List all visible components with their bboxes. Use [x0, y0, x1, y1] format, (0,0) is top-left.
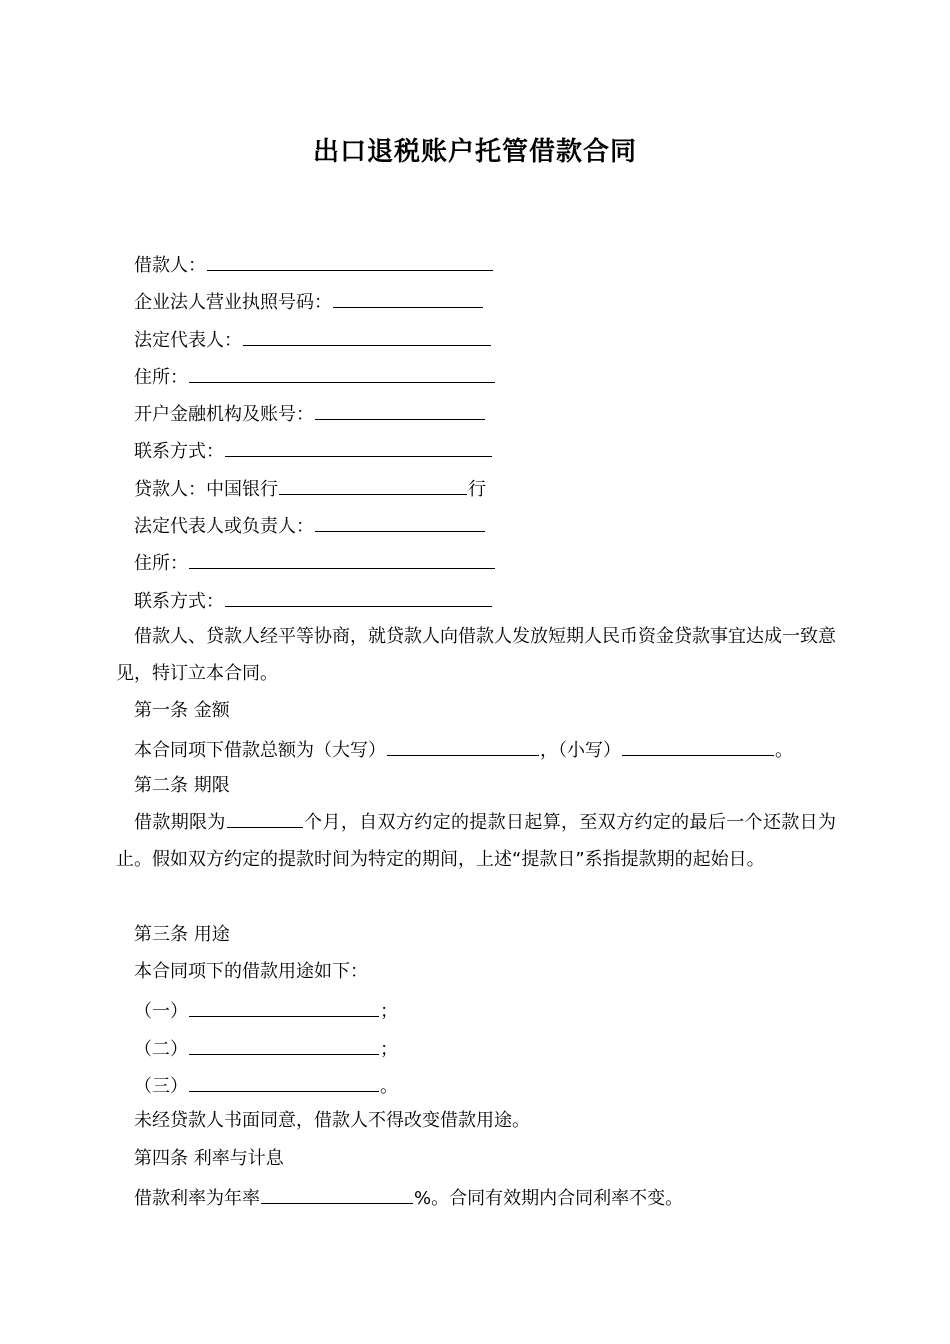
lender-address-line — [134, 548, 496, 574]
amount-end: 。 — [775, 740, 793, 761]
address-blank[interactable] — [189, 362, 495, 383]
rate-text: %。合同有效期内合同利率不变。 — [414, 1188, 684, 1209]
lender-contact-line — [134, 586, 493, 612]
term-label: 借款期限为 — [134, 812, 226, 833]
borrower-blank[interactable] — [207, 250, 493, 271]
contact-blank[interactable] — [225, 436, 492, 457]
article-3-note: 未经贷款人书面同意，借款人不得改变借款用途。 — [134, 1110, 530, 1131]
amount-figures-label: ，（小写） — [540, 740, 621, 761]
address-line — [134, 362, 496, 388]
lender-branch-blank[interactable] — [279, 474, 467, 495]
article-1-heading: 第一条 金额 — [134, 700, 230, 721]
lender-address-label: 住所： — [134, 553, 188, 574]
article-4-text — [134, 1183, 683, 1209]
bank-account-blank[interactable] — [315, 399, 485, 420]
legal-rep-label: 法定代表人： — [134, 330, 242, 351]
article-2-paragraph — [116, 804, 836, 879]
lender-line — [134, 474, 486, 500]
lender-suffix: 行 — [468, 479, 486, 500]
bank-account-label: 开户金融机构及账号： — [134, 404, 314, 425]
borrower-label: 借款人： — [134, 255, 206, 276]
address-label: 住所： — [134, 367, 188, 388]
purpose-item-2-label: （二） — [134, 1039, 188, 1060]
document-title: 出口退税账户托管借款合同 — [312, 137, 637, 167]
bank-account-line — [134, 399, 486, 425]
purpose-item-3-end: 。 — [380, 1076, 398, 1097]
amount-words-blank[interactable] — [387, 735, 539, 756]
article-1-text — [134, 735, 793, 761]
lender-address-blank[interactable] — [189, 548, 495, 569]
purpose-item-3-label: （三） — [134, 1076, 188, 1097]
article-3-heading: 第三条 用途 — [134, 924, 230, 945]
article-3-intro: 本合同项下的借款用途如下： — [134, 961, 368, 982]
rate-blank[interactable] — [261, 1183, 413, 1204]
purpose-item-1 — [134, 996, 398, 1022]
article-2-heading: 第二条 期限 — [134, 775, 230, 796]
lender-rep-line — [134, 511, 486, 537]
article-4-heading: 第四条 利率与计息 — [134, 1148, 284, 1169]
lender-rep-blank[interactable] — [315, 511, 485, 532]
legal-rep-line — [134, 325, 492, 351]
legal-rep-blank[interactable] — [243, 325, 491, 346]
borrower-line — [134, 250, 494, 276]
purpose-item-2-end: ； — [380, 1039, 398, 1060]
term-text: 个月，自双方约定的提款日起算，至双方约定的最后一个还款日为止。假如双方约定的提款时间为特定的期间，上述“提款日”系指提款期的起始日。 — [116, 812, 836, 871]
purpose-item-1-end: ； — [380, 1001, 398, 1022]
intro-paragraph: 借款人、贷款人经平等协商，就贷款人向借款人发放短期人民币资金贷款事宜达成一致意见，特订立本合同。 — [116, 626, 836, 685]
lender-label: 贷款人：中国银行 — [134, 479, 278, 500]
purpose-item-2 — [134, 1034, 398, 1060]
purpose-item-2-blank[interactable] — [189, 1034, 379, 1055]
contact-label: 联系方式： — [134, 441, 224, 462]
lender-contact-label: 联系方式： — [134, 591, 224, 612]
lender-contact-blank[interactable] — [225, 586, 492, 607]
license-label: 企业法人营业执照号码： — [134, 292, 332, 313]
amount-figures-blank[interactable] — [622, 735, 774, 756]
purpose-item-1-label: （一） — [134, 1001, 188, 1022]
contact-line — [134, 436, 493, 462]
purpose-item-1-blank[interactable] — [189, 996, 379, 1017]
amount-label: 本合同项下借款总额为（大写） — [134, 740, 386, 761]
lender-rep-label: 法定代表人或负责人： — [134, 516, 314, 537]
rate-label: 借款利率为年率 — [134, 1188, 260, 1209]
license-line — [134, 287, 484, 313]
license-blank[interactable] — [333, 287, 483, 308]
term-months-blank[interactable] — [227, 807, 303, 828]
purpose-item-3-blank[interactable] — [189, 1071, 379, 1092]
purpose-item-3 — [134, 1071, 398, 1097]
